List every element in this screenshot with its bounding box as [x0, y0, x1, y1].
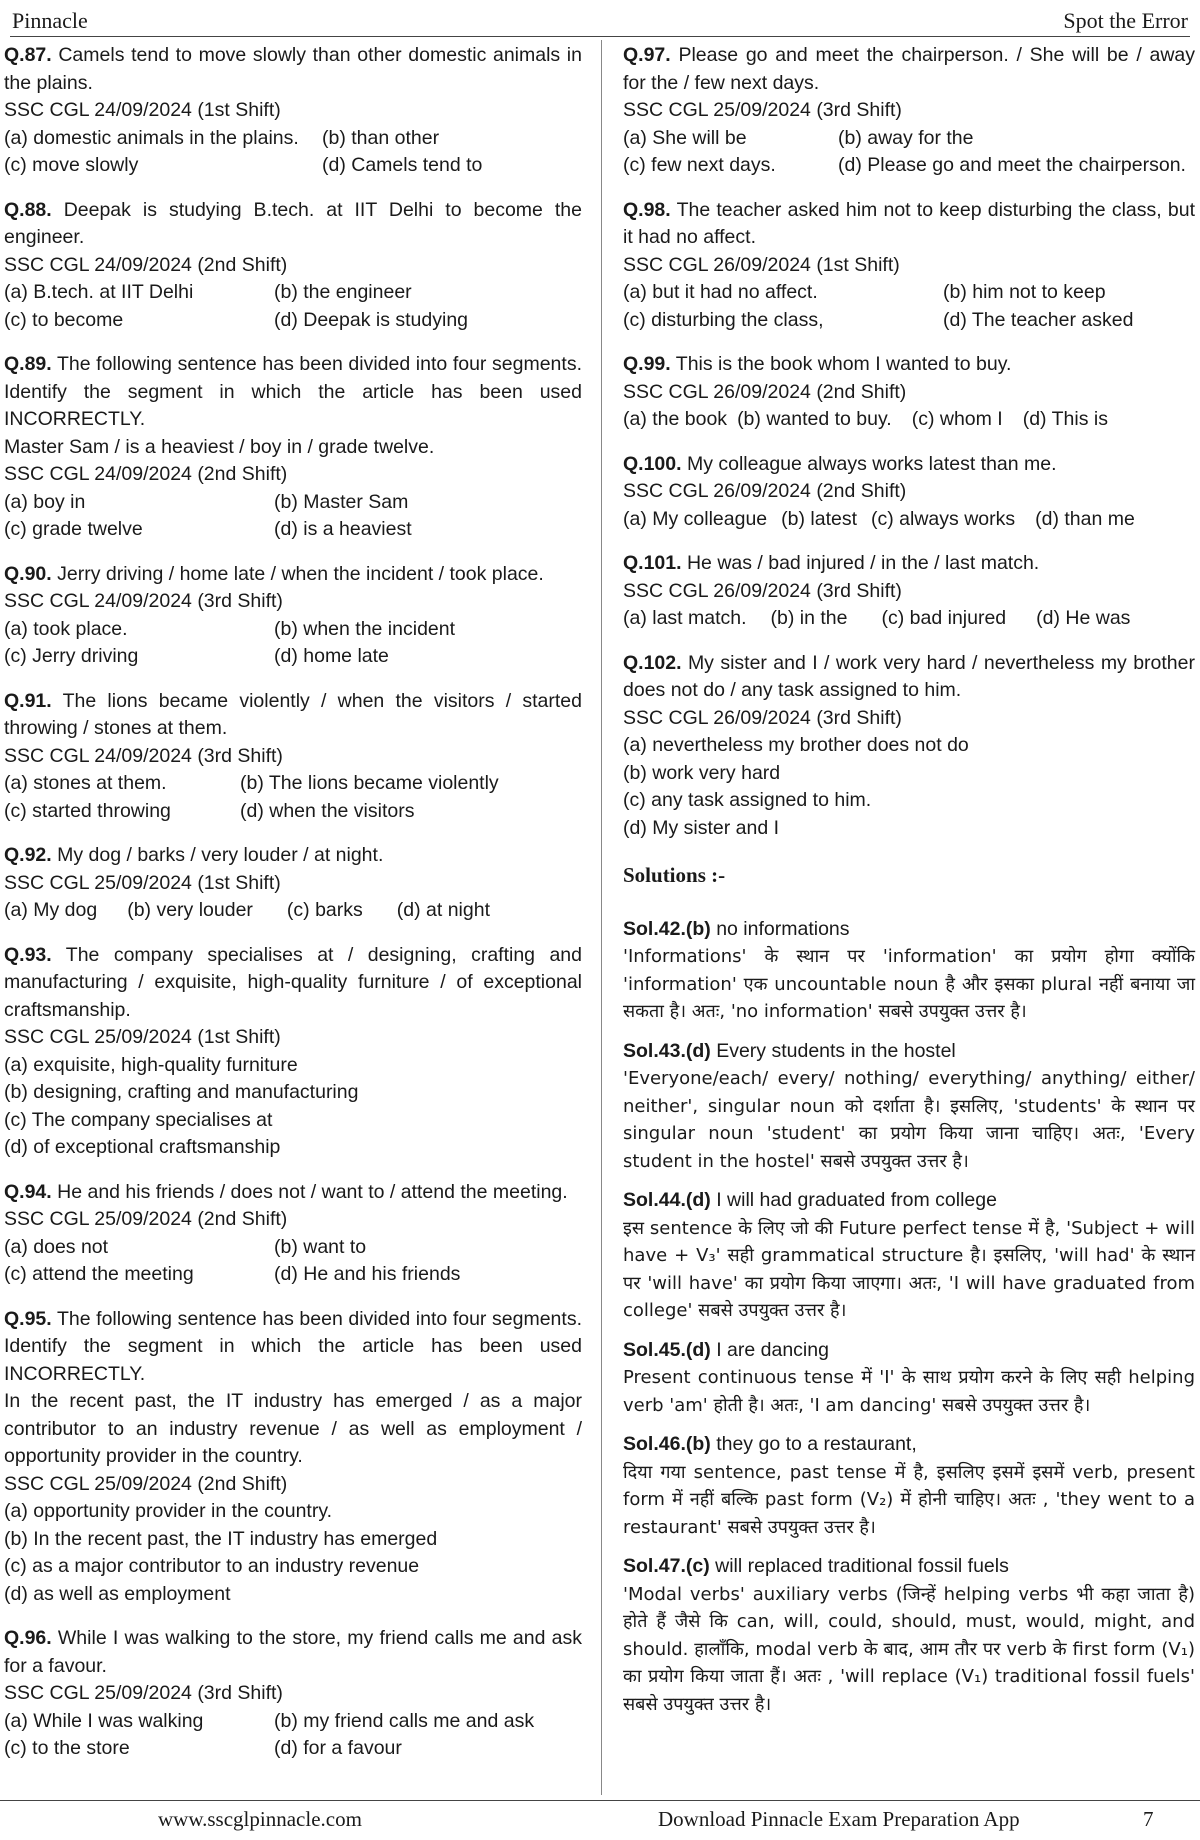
- option-d: (d) as well as employment: [4, 1582, 231, 1605]
- question-text: The following sentence has been divided into four segments. Identify the segment in which the article has been used INCORRECTLY.: [4, 353, 582, 430]
- question-text: While I was walking to the store, my friend calls me and ask for a favour.: [4, 1627, 582, 1677]
- question-sentence: Master Sam / is a heaviest / boy in / grade twelve.: [4, 435, 435, 458]
- solution-number: Sol.42.: [623, 917, 686, 940]
- exam-source: SSC CGL 26/09/2024 (2nd Shift): [623, 380, 907, 403]
- page-header: [10, 6, 1190, 37]
- exam-source: SSC CGL 24/09/2024 (2nd Shift): [4, 463, 288, 485]
- option-d: (d) Camels tend to: [322, 154, 483, 176]
- option-d: (d) Deepak is studying: [274, 308, 469, 331]
- question-94: [4, 1179, 582, 1289]
- exam-source: SSC CGL 24/09/2024 (2nd Shift): [4, 253, 288, 276]
- question-number: Q.89.: [4, 353, 52, 375]
- option-c: (c) few next days.: [623, 154, 776, 176]
- question-91: [4, 688, 582, 826]
- question-text: This is the book whom I wanted to buy.: [675, 353, 1012, 375]
- question-number: Q.95.: [4, 1307, 52, 1330]
- option-b: (b) very louder: [127, 899, 253, 921]
- question-93: [4, 942, 582, 1162]
- option-b: (b) latest: [781, 507, 858, 530]
- option-c: (c) to become: [4, 308, 124, 331]
- option-a: (a) My dog: [4, 899, 98, 921]
- option-b: (b) want to: [274, 1235, 367, 1258]
- question-101: [623, 550, 1195, 633]
- option-d: (d) The teacher asked: [943, 308, 1134, 331]
- solution-number: Sol.43.: [623, 1039, 686, 1062]
- question-number: Q.90.: [4, 562, 52, 585]
- option-a: (a) the book: [623, 408, 728, 430]
- option-c: (c) whom I: [911, 408, 1003, 430]
- question-text: The teacher asked him not to keep disturbing the class, but it had no affect.: [623, 198, 1195, 248]
- option-c: (c) bad injured: [881, 607, 1007, 629]
- option-d: (d) Please go and meet the chairperson.: [838, 154, 1186, 176]
- option-a: (a) stones at them.: [4, 772, 167, 794]
- solution-text: 'Informations' के स्थान पर 'information' का प्रयोग होगा क्योंकि 'information' एक uncountable noun है और इसका plural नहीं बनाया जा सकता है। अतः, 'no information' सबसे उपयुक्त उत्तर है।: [623, 946, 1195, 1022]
- option-d: (d) He was: [1036, 607, 1131, 629]
- option-b: (b) In the recent past, the IT industry has emerged: [4, 1527, 438, 1550]
- solution-answer: (d): [685, 1189, 711, 1211]
- footer-app-promo: Download Pinnacle Exam Preparation App: [658, 1807, 1020, 1831]
- exam-source: SSC CGL 26/09/2024 (1st Shift): [623, 253, 900, 276]
- question-text: He and his friends / does not / want to / attend the meeting.: [57, 1180, 568, 1203]
- solution-44: [623, 1187, 1195, 1325]
- question-96: [4, 1625, 582, 1763]
- option-d: (d) than me: [1035, 507, 1135, 530]
- solution-number: Sol.47.: [623, 1555, 686, 1577]
- solution-43: [623, 1038, 1195, 1176]
- option-a: (a) boy in: [4, 490, 86, 513]
- solution-heading: I are dancing: [716, 1338, 829, 1361]
- question-number: Q.92.: [4, 844, 52, 866]
- question-number: Q.102.: [623, 651, 682, 674]
- question-number: Q.99.: [623, 353, 671, 375]
- question-99: [623, 351, 1195, 434]
- option-d: (d) This is: [1022, 408, 1108, 430]
- exam-source: SSC CGL 25/09/2024 (3rd Shift): [623, 99, 902, 121]
- question-92: [4, 842, 582, 925]
- question-number: Q.88.: [4, 198, 52, 221]
- solution-heading: they go to a restaurant,: [716, 1433, 917, 1455]
- option-d: (d) My sister and I: [623, 816, 780, 839]
- option-a: (a) domestic animals in the plains.: [4, 126, 299, 149]
- option-a: (a) While I was walking: [4, 1709, 204, 1732]
- option-c: (c) The company specialises at: [4, 1108, 273, 1131]
- header-topic: Spot the Error: [1063, 8, 1188, 33]
- solution-heading: Every students in the hostel: [716, 1039, 956, 1062]
- option-a: (a) but it had no affect.: [623, 281, 818, 303]
- option-b: (b) away for the: [838, 126, 974, 149]
- question-text: My colleague always works latest than me.: [686, 452, 1057, 475]
- question-100: [623, 451, 1195, 534]
- solution-number: Sol.45.: [623, 1338, 686, 1361]
- solution-answer: (b): [685, 917, 711, 940]
- question-text: My dog / barks / very louder / at night.: [57, 844, 384, 866]
- question-102: [623, 650, 1195, 843]
- option-b: (b) designing, crafting and manufacturing: [4, 1081, 359, 1103]
- question-number: Q.94.: [4, 1180, 52, 1203]
- question-sentence: In the recent past, the IT industry has emerged / as a major contributor to an industry revenue / as well as employment / opportunity provider in the country.: [4, 1390, 582, 1467]
- exam-source: SSC CGL 26/09/2024 (3rd Shift): [623, 579, 902, 602]
- option-c: (c) any task assigned to him.: [623, 789, 872, 811]
- question-number: Q.97.: [623, 44, 671, 66]
- option-d: (d) of exceptional craftsmanship: [4, 1136, 281, 1158]
- option-b: (b) him not to keep: [943, 281, 1106, 303]
- header-brand: Pinnacle: [12, 8, 88, 33]
- option-b: (b) in the: [770, 607, 848, 629]
- option-b: (b) when the incident: [274, 617, 456, 640]
- footer-website-link[interactable]: www.sscglpinnacle.com: [158, 1807, 362, 1831]
- question-text: My sister and I / work very hard / nevertheless my brother does not do / any task assigned to him.: [623, 651, 1195, 701]
- solution-answer: (c): [685, 1555, 710, 1577]
- question-number: Q.100.: [623, 452, 682, 475]
- exam-source: SSC CGL 26/09/2024 (3rd Shift): [623, 706, 902, 729]
- question-text: Please go and meet the chairperson. / She will be / away for the / few next days.: [623, 44, 1195, 94]
- option-a: (a) My colleague: [623, 507, 768, 530]
- option-c: (c) disturbing the class,: [623, 308, 824, 331]
- option-d: (d) home late: [274, 645, 389, 667]
- option-b: (b) than other: [322, 126, 440, 149]
- solution-text: Present continuous tense में 'I' के साथ प्रयोग करने के लिए सही helping verb 'am' होती है। अतः, 'I am dancing' सबसे उपयुक्त उत्तर है।: [623, 1367, 1195, 1416]
- solution-number: Sol.44.: [623, 1189, 686, 1211]
- question-text: Camels tend to move slowly than other domestic animals in the plains.: [4, 44, 582, 94]
- exam-source: SSC CGL 26/09/2024 (2nd Shift): [623, 480, 907, 502]
- option-a: (a) took place.: [4, 617, 128, 640]
- left-column: [4, 42, 582, 1780]
- page-footer: [0, 1800, 1200, 1831]
- option-c: (c) attend the meeting: [4, 1263, 194, 1285]
- question-number: Q.93.: [4, 943, 52, 966]
- question-text: He was / bad injured / in the / last match.: [686, 552, 1040, 574]
- option-d: (d) for a favour: [274, 1737, 402, 1759]
- question-number: Q.87.: [4, 44, 52, 66]
- question-88: [4, 197, 582, 335]
- question-text: The lions became violently / when the visitors / started throwing / stones at them.: [4, 689, 582, 739]
- question-text: Jerry driving / home late / when the incident / took place.: [57, 562, 544, 585]
- solution-46: [623, 1431, 1195, 1541]
- option-c: (c) to the store: [4, 1737, 130, 1759]
- column-divider: [601, 40, 602, 1795]
- solution-text: 'Everyone/each/ every/ nothing/ everything/ anything/ either/ neither', singular noun को दर्शाता है। इसलिए, 'students' के स्थान पर singular noun 'student' का प्रयोग किया जाना चाहिए। अतः, 'Every student in the hostel' सबसे उपयुक्त उत्तर है।: [623, 1068, 1195, 1172]
- option-a: (a) opportunity provider in the country.: [4, 1500, 333, 1522]
- option-a: (a) last match.: [623, 607, 747, 629]
- option-c: (c) started throwing: [4, 799, 171, 822]
- option-a: (a) nevertheless my brother does not do: [623, 734, 969, 756]
- option-b: (b) the engineer: [274, 281, 412, 303]
- option-c: (c) barks: [286, 899, 363, 921]
- question-95: [4, 1306, 582, 1609]
- option-d: (d) at night: [396, 899, 490, 921]
- solution-heading: I will had graduated from college: [716, 1189, 997, 1211]
- question-98: [623, 197, 1195, 335]
- solution-answer: (b): [685, 1433, 711, 1455]
- exam-source: SSC CGL 24/09/2024 (3rd Shift): [4, 590, 283, 612]
- option-c: (c) Jerry driving: [4, 645, 139, 667]
- option-a: (a) exquisite, high-quality furniture: [4, 1053, 298, 1076]
- question-number: Q.91.: [4, 689, 52, 712]
- option-d: (d) when the visitors: [240, 799, 415, 822]
- option-b: (b) The lions became violently: [240, 772, 499, 794]
- right-column: [623, 42, 1195, 1730]
- question-89: [4, 351, 582, 544]
- option-b: (b) Master Sam: [274, 490, 409, 513]
- option-a: (a) B.tech. at IIT Delhi: [4, 281, 194, 303]
- question-90: [4, 561, 582, 671]
- exam-source: SSC CGL 24/09/2024 (1st Shift): [4, 99, 281, 121]
- option-c: (c) as a major contributor to an industry revenue: [4, 1555, 420, 1577]
- solution-text: 'Modal verbs' auxiliary verbs (जिन्हें helping verbs भी कहा जाता है) होते हैं जैसे कि can, will, could, should, must, would, might, and should. हालाँकि, modal verb के बाद, आम तौर पर verb के first form (V₁) का प्रयोग किया जाता हैं। अतः , 'will replace (V₁) traditional fossil fuels' सबसे उपयुक्त उत्तर है।: [623, 1583, 1195, 1715]
- exam-source: SSC CGL 25/09/2024 (2nd Shift): [4, 1208, 288, 1230]
- solutions-heading: Solutions :-: [623, 863, 726, 887]
- exam-source: SSC CGL 25/09/2024 (1st Shift): [4, 871, 281, 894]
- option-a: (a) does not: [4, 1235, 109, 1258]
- solution-text: इस sentence के लिए जो की Future perfect tense में है, 'Subject + will have + V₃' सही grammatical structure है। इसलिए, 'will had' के स्थान पर 'will have' का प्रयोग किया जाएगा। अतः, 'I will have graduated from college' सबसे उपयुक्त उत्तर है।: [623, 1217, 1195, 1321]
- option-a: (a) She will be: [623, 126, 747, 149]
- question-text: Deepak is studying B.tech. at IIT Delhi to become the engineer.: [4, 198, 582, 248]
- question-number: Q.98.: [623, 198, 671, 221]
- exam-source: SSC CGL 25/09/2024 (3rd Shift): [4, 1682, 283, 1704]
- option-c: (c) move slowly: [4, 154, 139, 176]
- option-d: (d) He and his friends: [274, 1263, 461, 1285]
- exam-source: SSC CGL 25/09/2024 (2nd Shift): [4, 1472, 288, 1495]
- exam-source: SSC CGL 24/09/2024 (3rd Shift): [4, 744, 283, 767]
- exam-source: SSC CGL 25/09/2024 (1st Shift): [4, 1026, 281, 1048]
- option-c: (c) grade twelve: [4, 518, 143, 540]
- question-text: The following sentence has been divided into four segments. Identify the segment in which the article has been used INCORRECTLY.: [4, 1307, 582, 1385]
- option-d: (d) is a heaviest: [274, 518, 412, 540]
- page-number: 7: [1143, 1807, 1154, 1831]
- option-c: (c) always works: [871, 507, 1016, 530]
- question-number: Q.96.: [4, 1627, 52, 1649]
- question-97: [623, 42, 1195, 180]
- option-b: (b) wanted to buy.: [737, 408, 892, 430]
- solution-answer: (d): [685, 1039, 711, 1062]
- solution-text: दिया गया sentence, past tense में है, इसलिए इसमें इसमें verb, present form में नहीं बल्कि past form (V₂) में होनी चाहिए। अतः , 'they went to a restaurant' सबसे उपयुक्त उत्तर है।: [623, 1461, 1195, 1538]
- solution-heading: will replaced traditional fossil fuels: [715, 1555, 1009, 1577]
- option-b: (b) my friend calls me and ask: [274, 1709, 535, 1732]
- question-87: [4, 42, 582, 180]
- solution-42: [623, 916, 1195, 1026]
- question-text: The company specialises at / designing, crafting and manufacturing / exquisite, high-quality furniture / of exceptional craftsmanship.: [4, 943, 582, 1021]
- solution-answer: (d): [685, 1338, 711, 1361]
- solution-heading: no informations: [716, 917, 850, 940]
- question-number: Q.101.: [623, 552, 682, 574]
- solution-number: Sol.46.: [623, 1433, 686, 1455]
- solution-45: [623, 1337, 1195, 1420]
- solution-47: [623, 1553, 1195, 1718]
- option-b: (b) work very hard: [623, 761, 781, 784]
